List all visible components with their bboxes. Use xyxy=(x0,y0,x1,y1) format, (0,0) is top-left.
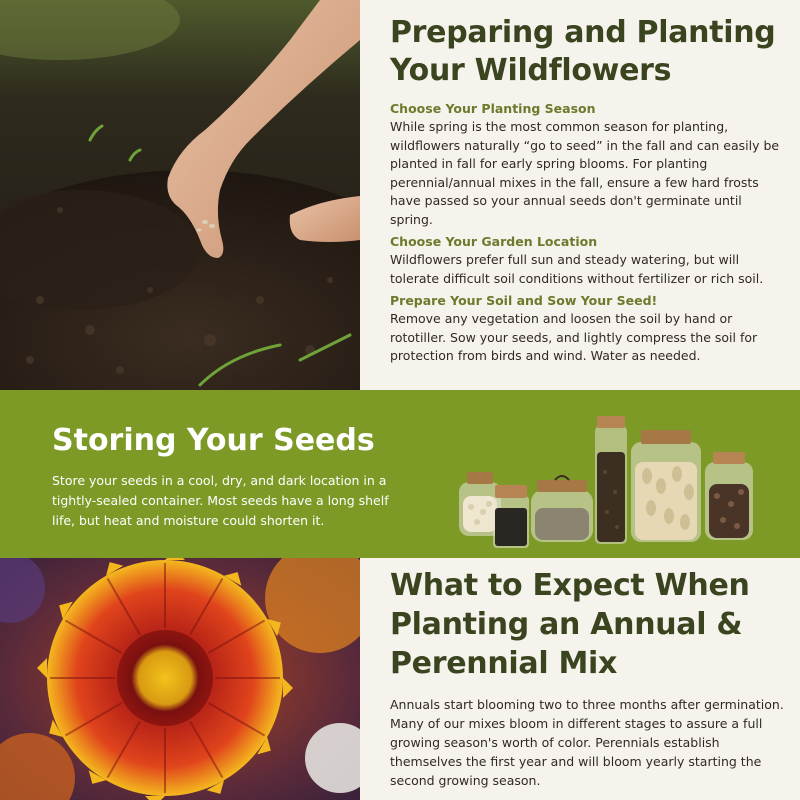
planting-season-body: While spring is the most common season for planting, wildflowers naturally “go to seed” in the fall and can easily be planted in fall for early spring blooms. For planting perennial/annual mixes in the fall, ensure a few hard frosts have passed so your annual seeds don't germinate until spring. xyxy=(390,119,780,227)
expect-text xyxy=(390,566,785,790)
jar-pumpkin-seeds xyxy=(631,430,701,542)
expect-section xyxy=(0,558,800,800)
jar-black-seeds xyxy=(493,485,529,548)
gaillardia-flower-photo xyxy=(0,558,360,800)
soil-planting-photo xyxy=(0,0,360,390)
expect-body: Annuals start blooming two to three months after germination. Many of our mixes bloom in different stages to assure a full growing season's worth of color. Perennials establish themselves the first year and will bloom yearly starting the second growing season. xyxy=(390,697,784,788)
jar-mixed-beans xyxy=(705,452,753,540)
storing-body: Store your seeds in a cool, dry, and dark location in a tightly-sealed container. Most seeds have a long shelf life, but heat and moisture could shorten it. xyxy=(52,473,389,528)
prepare-soil-body: Remove any vegetation and loosen the soil by hand or rototiller. Sow your seeds, and lightly compress the soil for protection from birds and wind. Water as needed. xyxy=(390,311,758,363)
planting-season-heading: Choose Your Planting Season xyxy=(390,101,596,116)
storing-text xyxy=(52,423,412,531)
garden-location-heading: Choose Your Garden Location xyxy=(390,234,598,249)
planting-title: Preparing and Planting Your Wildflowers xyxy=(390,15,776,88)
prepare-soil-heading: Prepare Your Soil and Sow Your Seed! xyxy=(390,293,658,308)
seed-jars-image xyxy=(455,412,765,552)
jar-tall-dark-seeds xyxy=(595,416,627,544)
expect-title: What to Expect When Planting an Annual & Perennial Mix xyxy=(390,568,750,681)
planting-section xyxy=(0,0,800,390)
prepare-soil-block xyxy=(390,292,782,366)
planting-text xyxy=(390,14,782,366)
storing-seeds-band xyxy=(0,390,800,558)
jar-grey-seeds xyxy=(531,476,593,542)
planting-season-block xyxy=(390,100,782,229)
garden-location-body: Wildflowers prefer full sun and steady watering, but will tolerate difficult soil conditions without fertilizer or rich soil. xyxy=(390,252,764,286)
storing-title: Storing Your Seeds xyxy=(52,423,375,458)
garden-location-block xyxy=(390,233,782,288)
